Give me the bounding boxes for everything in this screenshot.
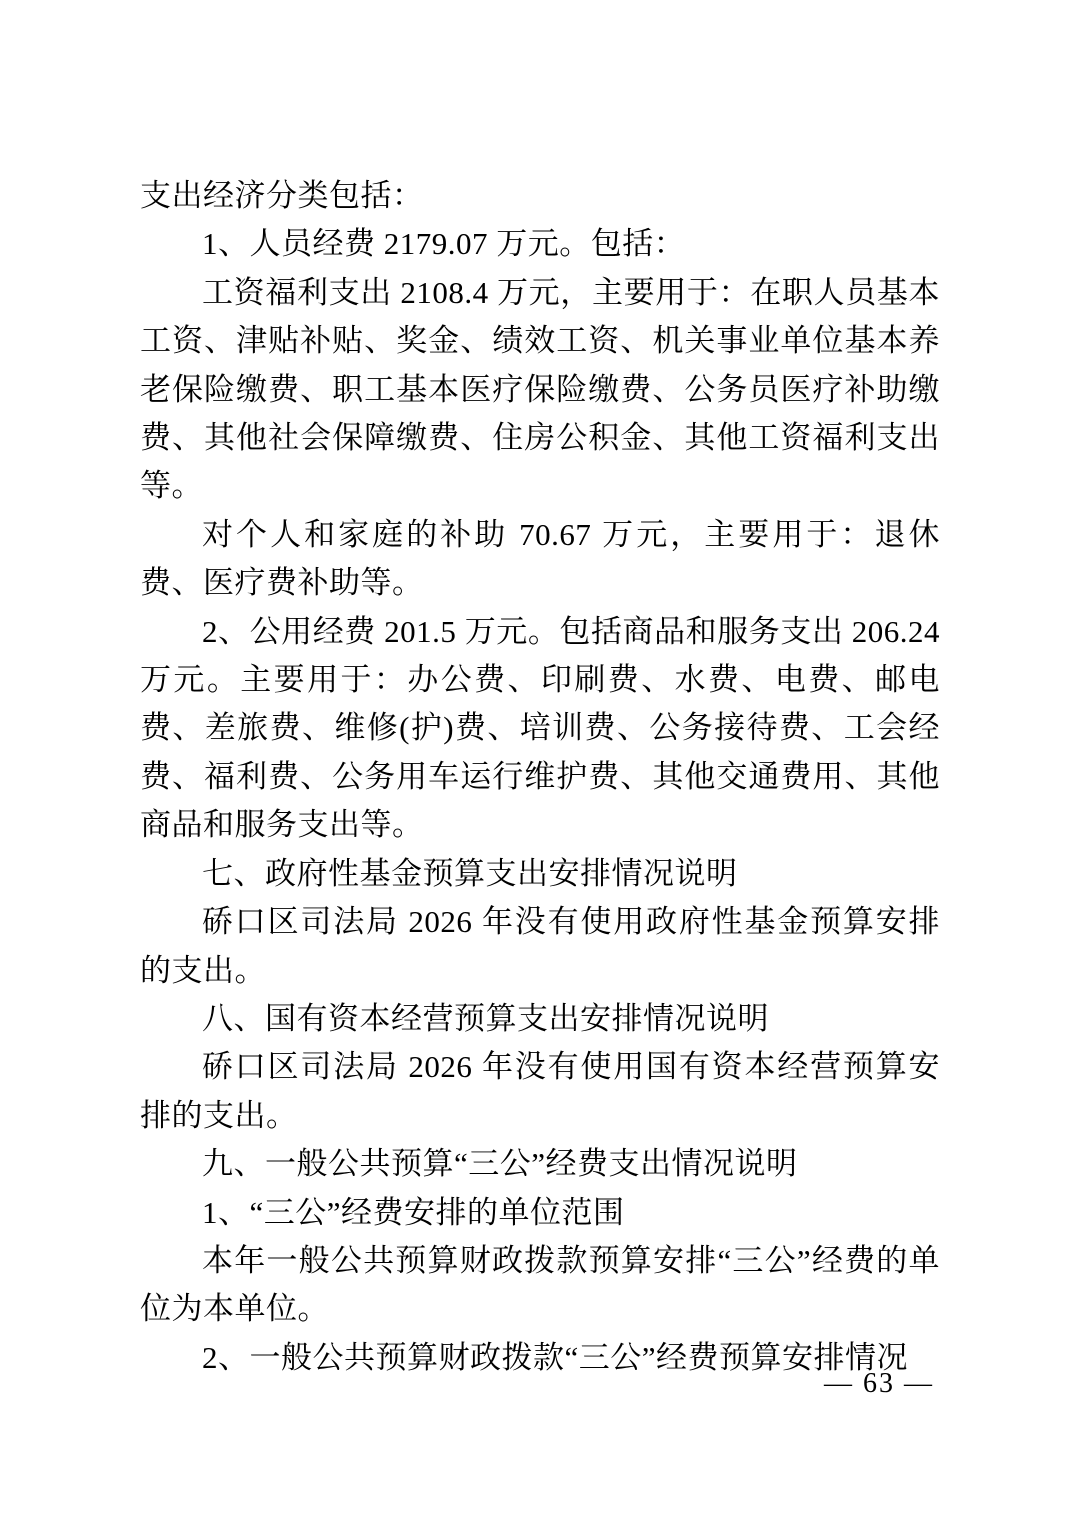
heading-three-public-budget-arrangement: 2、一般公共预算财政拨款“三公”经费预算安排情况 [202,1339,909,1375]
paragraph-salary-welfare-expenditure: 工资福利支出 2108.4 万元，主要用于：在职人员基本工资、津贴补贴、奖金、绩效工资、机关事业单位基本养老保险缴费、职工基本医疗保险缴费、公务员医疗补助缴费、其他社会保障缴费、住房公积金、其他工资福利支出等。 [140,274,940,504]
page-footer [824,1368,934,1400]
paragraph-personnel-expense-total: 1、人员经费 2179.07 万元。包括： [202,226,686,262]
paragraph-expenditure-classification-intro: 支出经济分类包括： [140,178,424,213]
heading-three-public-unit-scope: 1、“三公”经费安排的单位范围 [202,1194,625,1230]
paragraph-state-capital-statement: 硚口区司法局 2026 年没有使用国有资本经营预算安排的支出。 [140,1049,940,1133]
paragraph-individual-family-subsidy: 对个人和家庭的补助 70.67 万元，主要用于：退休费、医疗费补助等。 [140,516,940,601]
document-body [140,172,940,1382]
page-number: — 63 — [824,1368,934,1399]
heading-section-eight-state-capital-budget: 八、国有资本经营预算支出安排情况说明 [202,1000,769,1036]
paragraph-three-public-unit-scope-statement: 本年一般公共预算财政拨款预算安排“三公”经费的单位为本单位。 [140,1242,940,1327]
heading-section-seven-government-fund-budget: 七、政府性基金预算支出安排情况说明 [202,855,738,891]
paragraph-public-expense: 2、公用经费 201.5 万元。包括商品和服务支出 206.24 万元。主要用于：办公费、印刷费、水费、电费、邮电费、差旅费、维修(护)费、培训费、公务接待费、工会经费、福利费、公务用车运行维护费、其他交通费用、其他商品和服务支出等。 [140,613,940,843]
heading-section-nine-three-public-funds: 九、一般公共预算“三公”经费支出情况说明 [202,1146,798,1182]
paragraph-government-fund-statement: 硚口区司法局 2026 年没有使用政府性基金预算安排的支出。 [140,904,940,988]
